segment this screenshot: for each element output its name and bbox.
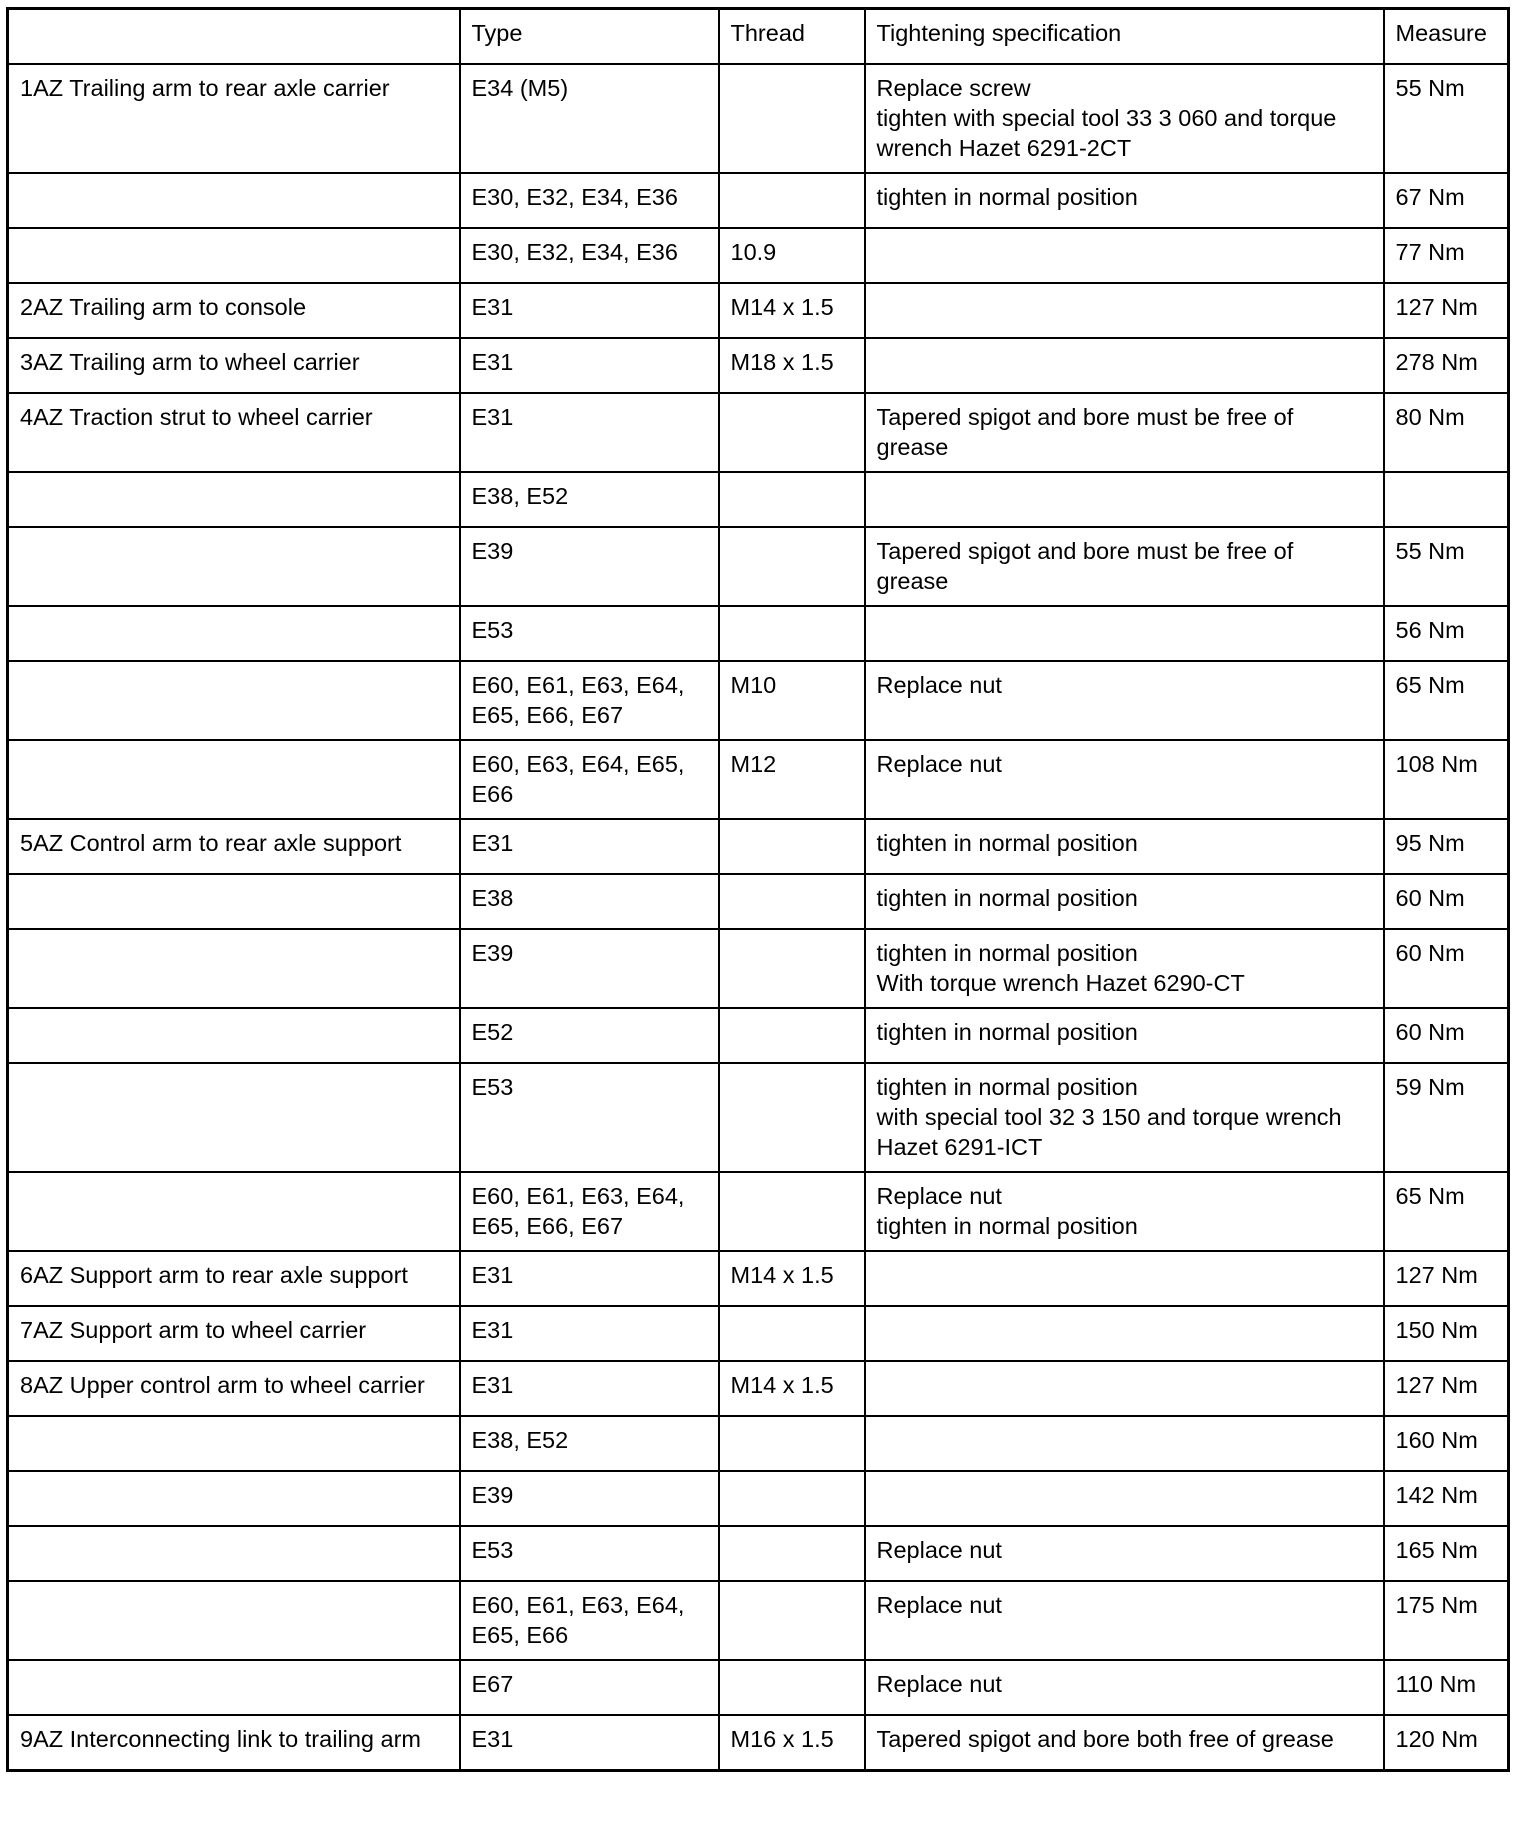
- cell-item: [8, 173, 460, 228]
- tightening-torque-table: [6, 7, 1510, 1772]
- cell-tightening-specification: Replace nut: [865, 740, 1384, 819]
- cell-thread: M14 x 1.5: [719, 1251, 865, 1306]
- table-row: [8, 661, 1509, 740]
- cell-thread: [719, 1416, 865, 1471]
- header-row: [8, 9, 1509, 65]
- header-type: Type: [460, 9, 719, 65]
- cell-tightening-specification: Tapered spigot and bore must be free of grease: [865, 527, 1384, 606]
- table-row: [8, 472, 1509, 527]
- table-row: [8, 1251, 1509, 1306]
- cell-tightening-specification: tighten in normal position: [865, 874, 1384, 929]
- cell-tightening-specification: [865, 1361, 1384, 1416]
- cell-thread: [719, 472, 865, 527]
- cell-measure: 65 Nm: [1384, 661, 1509, 740]
- cell-type: E38: [460, 874, 719, 929]
- cell-thread: [719, 64, 865, 173]
- cell-type: E39: [460, 527, 719, 606]
- cell-measure: 175 Nm: [1384, 1581, 1509, 1660]
- cell-measure: 278 Nm: [1384, 338, 1509, 393]
- cell-measure: 95 Nm: [1384, 819, 1509, 874]
- cell-type: E60, E61, E63, E64, E65, E66, E67: [460, 661, 719, 740]
- table-row: [8, 606, 1509, 661]
- table-row: [8, 1416, 1509, 1471]
- cell-type: E39: [460, 1471, 719, 1526]
- cell-tightening-specification: tighten in normal position With torque wrench Hazet 6290-CT: [865, 929, 1384, 1008]
- cell-item: [8, 1471, 460, 1526]
- table-row: [8, 1306, 1509, 1361]
- cell-measure: 67 Nm: [1384, 173, 1509, 228]
- table-row: [8, 929, 1509, 1008]
- cell-thread: M14 x 1.5: [719, 283, 865, 338]
- cell-item: [8, 1581, 460, 1660]
- cell-tightening-specification: [865, 606, 1384, 661]
- table-row: [8, 283, 1509, 338]
- cell-tightening-specification: Replace nut: [865, 1581, 1384, 1660]
- cell-tightening-specification: tighten in normal position: [865, 819, 1384, 874]
- cell-measure: 127 Nm: [1384, 1361, 1509, 1416]
- document-page: [6, 7, 1507, 1772]
- cell-item: [8, 1660, 460, 1715]
- table-row: [8, 393, 1509, 472]
- cell-thread: [719, 1008, 865, 1063]
- header-measure: Measure: [1384, 9, 1509, 65]
- cell-type: E60, E63, E64, E65, E66: [460, 740, 719, 819]
- cell-type: E67: [460, 1660, 719, 1715]
- cell-tightening-specification: Replace screw tighten with special tool 33 3 060 and torque wrench Hazet 6291-2CT: [865, 64, 1384, 173]
- cell-thread: [719, 929, 865, 1008]
- cell-measure: 127 Nm: [1384, 1251, 1509, 1306]
- cell-item: [8, 472, 460, 527]
- cell-type: E53: [460, 1526, 719, 1581]
- header-thread: Thread: [719, 9, 865, 65]
- table-row: [8, 338, 1509, 393]
- cell-thread: [719, 1526, 865, 1581]
- cell-type: E31: [460, 819, 719, 874]
- table-row: [8, 1526, 1509, 1581]
- cell-thread: [719, 606, 865, 661]
- cell-item: 4AZ Traction strut to wheel carrier: [8, 393, 460, 472]
- cell-item: [8, 929, 460, 1008]
- cell-measure: 56 Nm: [1384, 606, 1509, 661]
- cell-tightening-specification: Replace nut: [865, 1526, 1384, 1581]
- table-row: [8, 740, 1509, 819]
- cell-thread: [719, 1172, 865, 1251]
- cell-item: 1AZ Trailing arm to rear axle carrier: [8, 64, 460, 173]
- table-row: [8, 1008, 1509, 1063]
- cell-type: E30, E32, E34, E36: [460, 228, 719, 283]
- cell-type: E53: [460, 1063, 719, 1172]
- cell-type: E31: [460, 283, 719, 338]
- cell-thread: [719, 819, 865, 874]
- cell-type: E31: [460, 393, 719, 472]
- cell-thread: M18 x 1.5: [719, 338, 865, 393]
- cell-tightening-specification: Replace nut tighten in normal position: [865, 1172, 1384, 1251]
- cell-tightening-specification: [865, 1306, 1384, 1361]
- cell-measure: 110 Nm: [1384, 1660, 1509, 1715]
- cell-measure: 120 Nm: [1384, 1715, 1509, 1771]
- table-row: [8, 874, 1509, 929]
- table-row: [8, 173, 1509, 228]
- cell-measure: 77 Nm: [1384, 228, 1509, 283]
- cell-thread: [719, 1660, 865, 1715]
- cell-measure: 165 Nm: [1384, 1526, 1509, 1581]
- table-row: [8, 1471, 1509, 1526]
- cell-item: [8, 874, 460, 929]
- cell-type: E52: [460, 1008, 719, 1063]
- cell-tightening-specification: Tapered spigot and bore must be free of grease: [865, 393, 1384, 472]
- table-row: [8, 64, 1509, 173]
- cell-measure: 160 Nm: [1384, 1416, 1509, 1471]
- cell-tightening-specification: [865, 472, 1384, 527]
- cell-type: E53: [460, 606, 719, 661]
- cell-type: E31: [460, 1306, 719, 1361]
- table-row: [8, 1361, 1509, 1416]
- cell-measure: 65 Nm: [1384, 1172, 1509, 1251]
- cell-measure: 150 Nm: [1384, 1306, 1509, 1361]
- cell-item: [8, 228, 460, 283]
- cell-tightening-specification: [865, 1251, 1384, 1306]
- cell-tightening-specification: tighten in normal position with special tool 32 3 150 and torque wrench Hazet 6291-ICT: [865, 1063, 1384, 1172]
- cell-thread: [719, 1581, 865, 1660]
- cell-item: 5AZ Control arm to rear axle support: [8, 819, 460, 874]
- cell-item: 8AZ Upper control arm to wheel carrier: [8, 1361, 460, 1416]
- cell-type: E38, E52: [460, 472, 719, 527]
- cell-tightening-specification: tighten in normal position: [865, 173, 1384, 228]
- cell-item: 3AZ Trailing arm to wheel carrier: [8, 338, 460, 393]
- cell-type: E30, E32, E34, E36: [460, 173, 719, 228]
- cell-item: [8, 606, 460, 661]
- cell-tightening-specification: tighten in normal position: [865, 1008, 1384, 1063]
- cell-item: 9AZ Interconnecting link to trailing arm: [8, 1715, 460, 1771]
- cell-measure: 60 Nm: [1384, 874, 1509, 929]
- table-row: [8, 228, 1509, 283]
- cell-type: E39: [460, 929, 719, 1008]
- cell-thread: [719, 173, 865, 228]
- cell-item: 7AZ Support arm to wheel carrier: [8, 1306, 460, 1361]
- table-row: [8, 1715, 1509, 1771]
- cell-thread: [719, 1306, 865, 1361]
- cell-item: [8, 1172, 460, 1251]
- cell-type: E60, E61, E63, E64, E65, E66, E67: [460, 1172, 719, 1251]
- cell-tightening-specification: [865, 283, 1384, 338]
- cell-type: E31: [460, 1715, 719, 1771]
- table-header: [8, 9, 1509, 65]
- cell-thread: [719, 527, 865, 606]
- cell-thread: M12: [719, 740, 865, 819]
- cell-measure: 142 Nm: [1384, 1471, 1509, 1526]
- cell-thread: [719, 393, 865, 472]
- table-body: [8, 64, 1509, 1771]
- cell-measure: 59 Nm: [1384, 1063, 1509, 1172]
- cell-tightening-specification: [865, 338, 1384, 393]
- cell-thread: 10.9: [719, 228, 865, 283]
- cell-type: E60, E61, E63, E64, E65, E66: [460, 1581, 719, 1660]
- table-row: [8, 1063, 1509, 1172]
- cell-item: [8, 1063, 460, 1172]
- cell-measure: 60 Nm: [1384, 929, 1509, 1008]
- table-row: [8, 1581, 1509, 1660]
- cell-thread: [719, 874, 865, 929]
- cell-measure: 55 Nm: [1384, 64, 1509, 173]
- cell-tightening-specification: Tapered spigot and bore both free of grease: [865, 1715, 1384, 1771]
- cell-measure: 127 Nm: [1384, 283, 1509, 338]
- cell-thread: [719, 1471, 865, 1526]
- cell-item: 6AZ Support arm to rear axle support: [8, 1251, 460, 1306]
- cell-thread: M14 x 1.5: [719, 1361, 865, 1416]
- cell-item: [8, 527, 460, 606]
- cell-item: [8, 740, 460, 819]
- header-item: [8, 9, 460, 65]
- cell-item: [8, 1008, 460, 1063]
- cell-measure: [1384, 472, 1509, 527]
- cell-tightening-specification: [865, 1416, 1384, 1471]
- cell-thread: M10: [719, 661, 865, 740]
- cell-item: [8, 1416, 460, 1471]
- cell-tightening-specification: [865, 228, 1384, 283]
- table-row: [8, 1172, 1509, 1251]
- cell-type: E31: [460, 1251, 719, 1306]
- cell-thread: M16 x 1.5: [719, 1715, 865, 1771]
- cell-type: E38, E52: [460, 1416, 719, 1471]
- cell-type: E31: [460, 1361, 719, 1416]
- header-tightening-specification: Tightening specification: [865, 9, 1384, 65]
- cell-thread: [719, 1063, 865, 1172]
- cell-tightening-specification: [865, 1471, 1384, 1526]
- cell-measure: 60 Nm: [1384, 1008, 1509, 1063]
- cell-measure: 55 Nm: [1384, 527, 1509, 606]
- cell-item: [8, 1526, 460, 1581]
- table-row: [8, 1660, 1509, 1715]
- cell-type: E34 (M5): [460, 64, 719, 173]
- table-row: [8, 527, 1509, 606]
- cell-measure: 108 Nm: [1384, 740, 1509, 819]
- cell-item: [8, 661, 460, 740]
- cell-item: 2AZ Trailing arm to console: [8, 283, 460, 338]
- cell-measure: 80 Nm: [1384, 393, 1509, 472]
- cell-type: E31: [460, 338, 719, 393]
- table-row: [8, 819, 1509, 874]
- cell-tightening-specification: Replace nut: [865, 1660, 1384, 1715]
- cell-tightening-specification: Replace nut: [865, 661, 1384, 740]
